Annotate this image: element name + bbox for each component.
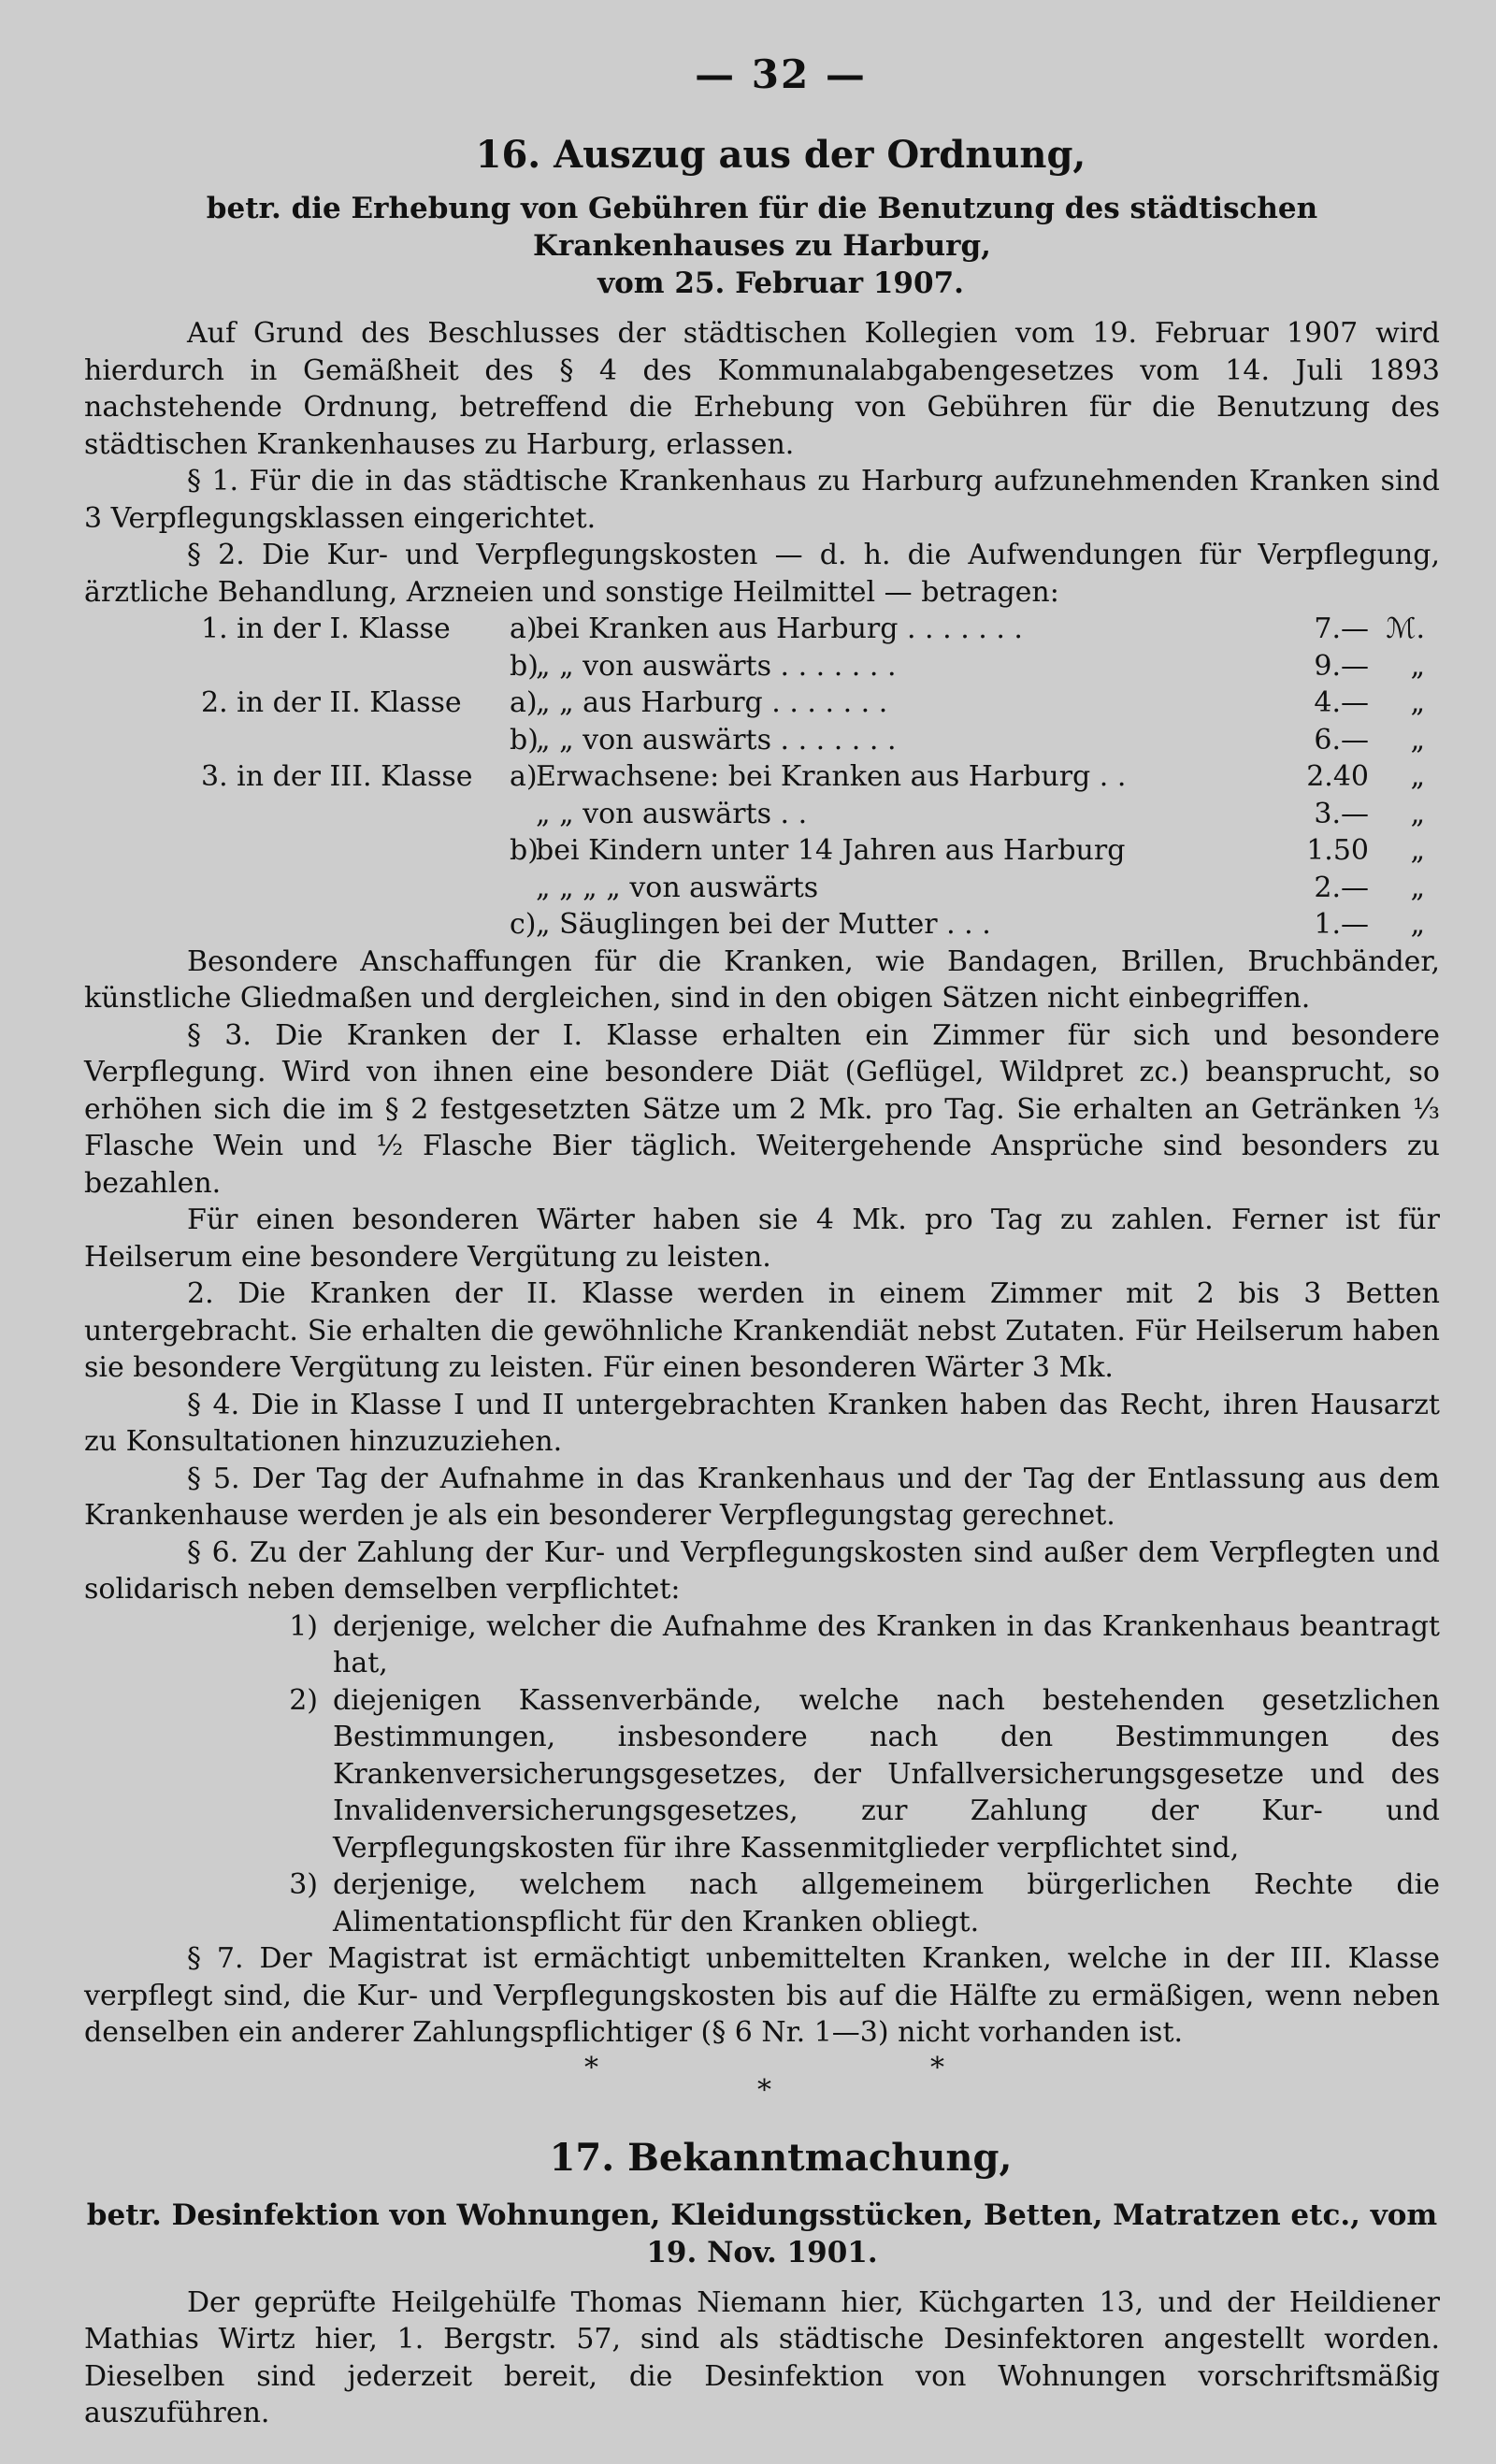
paragraph-7: § 7. Der Magistrat ist ermächtigt unbemittelten Kranken, welche in der III. Klasse verpflegt sind, die Kur- und Verpflegungskosten bis auf die Hälfte zu ermäßigen, wenn neben denselben ein anderer Zahlungspflichtiger (§ 6 Nr. 1—3) nicht vorhanden ist. [84,1942,1440,2049]
fee-sub-label: c) [510,908,537,941]
paragraph-3: § 3. Die Kranken der I. Klasse erhalten ein Zimmer für sich und besondere Verpflegung. Wird von ihnen eine besondere Diät (Geflügel, Wildpret zc.) beansprucht, so erhöhen sich die im § 2 festgesetzten Sätze um 2 Mk. pro Tag. Sie erhalten an Getränken ⅓ Flasche Wein und ½ Flasche Bier täglich. Weitergehende Ansprüche sind besonders zu bezahlen. [84,1018,1440,1200]
obligor-list [84,1608,1440,1941]
fee-class-label: 1. in der I. Klasse [201,612,451,645]
section-17-title: 17. Bekanntmachung, [549,2135,1013,2180]
fee-amount: 1.— [1314,908,1369,941]
fee-unit: „ [1410,649,1425,683]
fee-sub-label [510,870,536,907]
fee-class-label [84,870,510,907]
fee-class-label [84,722,510,759]
fee-unit: „ [1410,908,1425,941]
paragraph-4: § 4. Die in Klasse I und II untergebrachten Kranken haben das Recht, ihren Hausarzt zu Konsultationen hinzuzuziehen. [84,1388,1440,1458]
fee-description: Erwachsene: bei Kranken aus Harburg . . [536,760,1127,793]
section-16 [84,133,1440,2052]
list-item-text: derjenige, welcher die Aufnahme des Kranken in das Krankenhaus beantragt hat, [333,1609,1440,1679]
fee-description: „ „ „ „ von auswärts [536,871,819,904]
list-item-number: 2) [289,1683,318,1717]
fee-description: „ „ von auswärts . . [536,797,808,830]
separator-asterisk: * [930,2051,944,2084]
fee-unit: „ [1410,871,1425,904]
fee-class-label: 3. in der III. Klasse [201,760,473,793]
fee-amount: 1.50 [1306,834,1369,867]
fee-row [84,870,1440,907]
fee-class-label [84,832,510,870]
fee-class-label [84,648,510,685]
fee-description: bei Kranken aus Harburg . . . . . . . [536,612,1023,645]
section-16-date: vom 25. Februar 1907. [597,267,964,300]
fee-row [84,722,1440,759]
fee-row [84,684,1440,722]
fee-sub-label: b) [510,723,539,756]
section-17-body: Der geprüfte Heilgehülfe Thomas Niemann hier, Küchgarten 13, und der Heildiener Mathias Wirtz hier, 1. Bergstr. 57, sind als städtische Desinfektoren angestellt worden. Dieselben sind jederzeit bereit, die Desinfektion von Wohnungen vorschriftsmäßig auszuführen. [84,2285,1440,2429]
list-item-number: 1) [289,1609,318,1643]
section-17 [84,2136,1440,2432]
fee-unit: „ [1410,797,1425,830]
separator-asterisk: * [584,2051,598,2084]
paragraph-3c: 2. Die Kranken der II. Klasse werden in einem Zimmer mit 2 bis 3 Betten untergebracht. Sie erhalten die gewöhnliche Krankendiät nebst Zutaten. Für Heilserum haben sie besondere Vergütung zu leisten. Für einen besonderen Wärter 3 Mk. [84,1277,1440,1384]
fee-description: „ „ aus Harburg . . . . . . . [536,686,888,719]
separator-asterisk: * [757,2073,771,2107]
fee-amount: 2.40 [1306,760,1369,793]
fee-row [84,648,1440,685]
fee-unit: „ [1410,834,1425,867]
fee-description: „ „ von auswärts . . . . . . . [536,649,897,683]
fee-class-label [84,906,510,944]
fee-amount: 7.— [1314,612,1369,645]
fee-description: „ Säuglingen bei der Mutter . . . [536,908,991,941]
fee-amount: 9.— [1314,649,1369,683]
page-number: — 32 — [695,51,867,97]
fee-row [84,758,1440,796]
paragraph-3b: Für einen besonderen Wärter haben sie 4 Mk. pro Tag zu zahlen. Ferner ist für Heilserum eine besondere Vergütung zu leisten. [84,1203,1440,1274]
fee-row [84,611,1440,648]
fee-sub-label: a) [510,612,538,645]
fee-sub-label: b) [510,649,539,683]
fee-row [84,796,1440,833]
section-16-title: 16. Auszug aus der Ordnung, [475,133,1086,177]
fee-description: bei Kindern unter 14 Jahren aus Harburg [536,834,1126,867]
fee-unit: „ [1410,723,1425,756]
fee-unit: „ [1410,760,1425,793]
fee-class-label: 2. in der II. Klasse [201,686,462,719]
paragraph-6: § 6. Zu der Zahlung der Kur- und Verpflegungskosten sind außer dem Verpflegten und solidarisch neben demselben verpflichtet: [84,1535,1440,1606]
fee-row [84,832,1440,870]
list-item [84,1682,1440,1867]
paragraph-1: § 1. Für die in das städtische Krankenhaus zu Harburg aufzunehmenden Kranken sind 3 Verpflegungsklassen eingerichtet. [84,465,1440,535]
fee-sub-label [510,796,536,833]
fee-description: „ „ von auswärts . . . . . . . [536,723,897,756]
list-item [84,1608,1440,1682]
fee-row [84,906,1440,944]
fee-sub-label: a) [510,686,538,719]
paragraph-2: § 2. Die Kur- und Verpflegungskosten — d. h. die Aufwendungen für Verpflegung, ärztliche Behandlung, Arzneien und sonstige Heilmittel — betragen: [84,539,1440,609]
fee-amount: 3.— [1314,797,1369,830]
section-17-subtitle: betr. Desinfektion von Wohnungen, Kleidungsstücken, Betten, Matratzen etc., vom 19. Nov. 1901. [86,2197,1438,2269]
fee-unit: ℳ. [1386,612,1425,645]
list-item-text: derjenige, welchem nach allgemeinem bürgerlichen Rechte die Alimentationspflicht für den Kranken obliegt. [333,1868,1440,1938]
list-item-text: diejenigen Kassenverbände, welche nach bestehenden gesetzlichen Bestimmungen, insbesondere nach den Bestimmungen des Krankenversicherungsgesetzes, der Unfallversicherungsgesetze und des Invalidenversicherungsgesetzes, zur Zahlung der Kur- und Verpflegungskosten für ihre Kassenmitglieder verpflichtet sind, [333,1683,1440,1865]
paragraph-extra: Besondere Anschaffungen für die Kranken, wie Bandagen, Brillen, Bruchbänder, künstliche Gliedmaßen und dergleichen, sind in den obigen Sätzen nicht einbegriffen. [84,944,1440,1015]
section-separator [84,2052,1440,2108]
paragraph-5: § 5. Der Tag der Aufnahme in das Krankenhaus und der Tag der Entlassung aus dem Krankenhause werden je als ein besonderer Verpflegungstag gerechnet. [84,1462,1440,1532]
fee-class-label [84,796,510,833]
fee-sub-label: a) [510,760,538,793]
list-item [84,1866,1440,1940]
fee-amount: 6.— [1314,723,1369,756]
fee-unit: „ [1410,686,1425,719]
list-item-number: 3) [289,1868,318,1901]
fee-sub-label: b) [510,834,539,867]
fee-amount: 2.— [1314,871,1369,904]
fee-amount: 4.— [1314,686,1369,719]
section-16-subtitle: betr. die Erhebung von Gebühren für die Benutzung des städtischen Krankenhauses zu Harburg, [206,192,1318,263]
fee-table [84,611,1440,944]
intro-paragraph: Auf Grund des Beschlusses der städtischen Kollegien vom 19. Februar 1907 wird hierdurch in Gemäßheit des § 4 des Kommunalabgabengesetzes vom 14. Juli 1893 nachstehende Ordnung, betreffend die Erhebung von Gebühren für die Benutzung des städtischen Krankenhauses zu Harburg, erlassen. [84,317,1440,461]
